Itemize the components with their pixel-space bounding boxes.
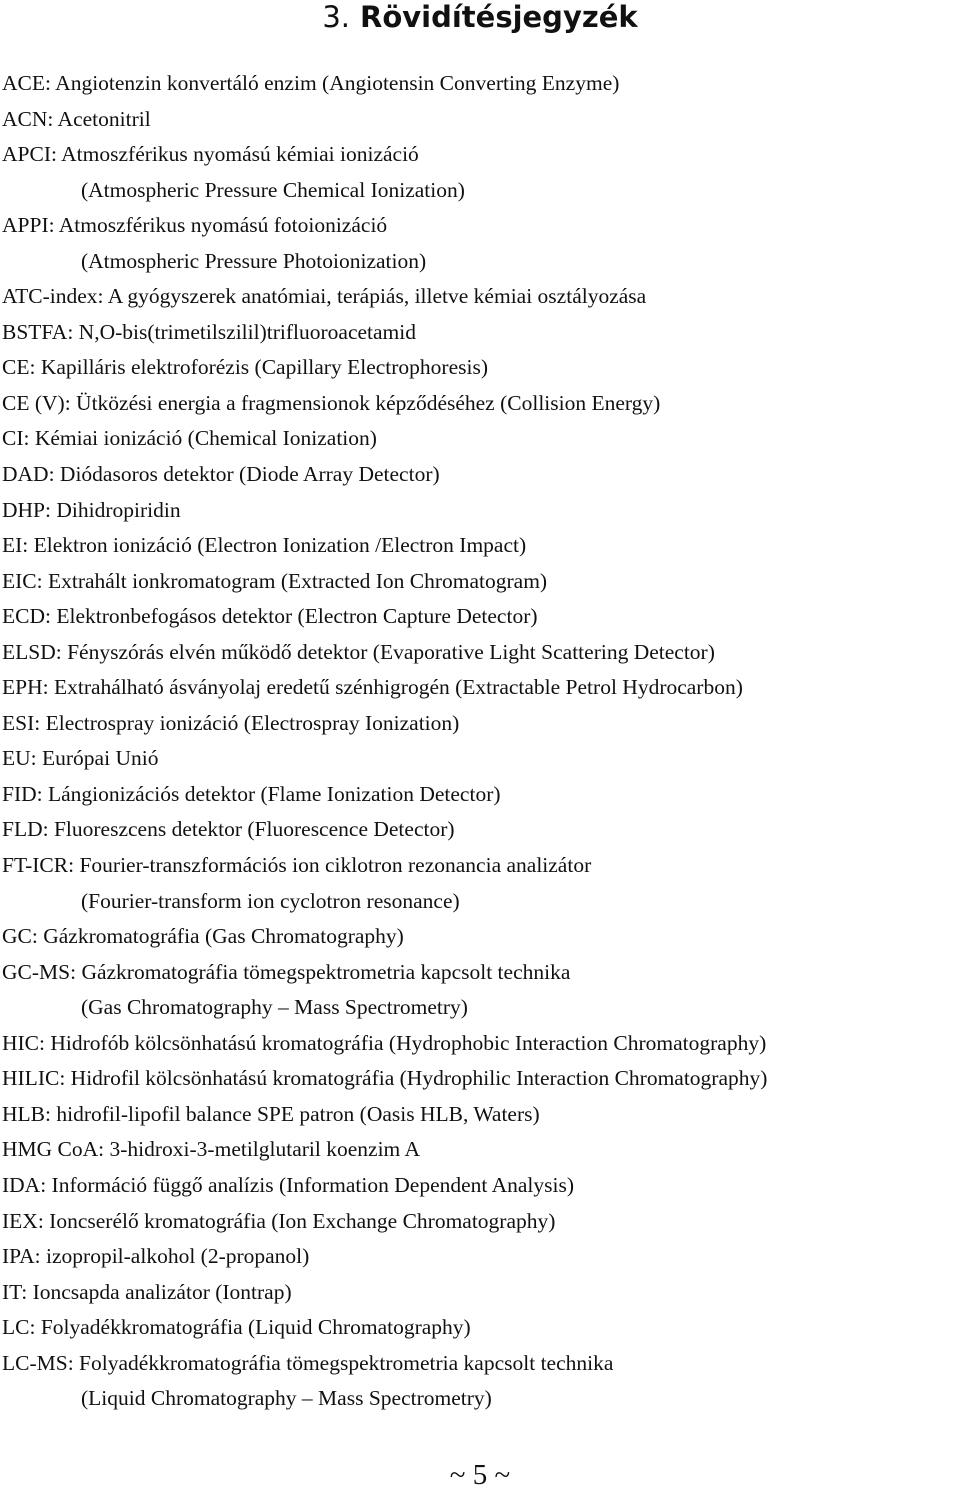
abbreviation-entry: IEX: Ioncserélő kromatográfia (Ion Exchange Chromatography) xyxy=(2,1208,556,1233)
abbreviation-entry: FT-ICR: Fourier-transzformációs ion ciklotron rezonancia analizátor xyxy=(2,853,592,878)
abbreviation-entry: CE (V): Ütközési energia a fragmensionok képződéséhez (Collision Energy) xyxy=(2,390,661,415)
abbreviation-entry: LC-MS: Folyadékkromatográfia tömegspektrometria kapcsolt technika xyxy=(2,1350,614,1375)
section-number: 3. xyxy=(322,0,350,34)
abbreviation-entry: APCI: Atmoszférikus nyomású kémiai ionizáció xyxy=(2,142,419,167)
abbreviation-entry: IPA: izopropil-alkohol (2-propanol) xyxy=(2,1244,310,1269)
abbreviation-continuation: (Liquid Chromatography – Mass Spectrometry) xyxy=(81,1386,492,1411)
abbreviation-entry: ECD: Elektronbefogásos detektor (Electron Capture Detector) xyxy=(2,604,538,629)
section-heading xyxy=(0,0,960,34)
abbreviation-entry: HILIC: Hidrofil kölcsönhatású kromatográfia (Hydrophilic Interaction Chromatography) xyxy=(2,1066,768,1091)
abbreviation-entry: GC: Gázkromatográfia (Gas Chromatography) xyxy=(2,924,404,949)
abbreviation-list xyxy=(2,66,958,1417)
abbreviation-entry: FLD: Fluoreszcens detektor (Fluorescence Detector) xyxy=(2,817,455,842)
abbreviation-entry: DHP: Dihidropiridin xyxy=(2,497,181,522)
abbreviation-continuation: (Gas Chromatography – Mass Spectrometry) xyxy=(81,995,468,1020)
abbreviation-entry: ACN: Acetonitril xyxy=(2,106,151,131)
abbreviation-entry: FID: Lángionizációs detektor (Flame Ionization Detector) xyxy=(2,781,501,806)
abbreviation-entry: HIC: Hidrofób kölcsönhatású kromatográfia (Hydrophobic Interaction Chromatography) xyxy=(2,1030,767,1055)
abbreviation-entry: BSTFA: N,O-bis(trimetilszilil)trifluoroacetamid xyxy=(2,319,417,344)
abbreviation-entry: EI: Elektron ionizáció (Electron Ionization /Electron Impact) xyxy=(2,533,527,558)
abbreviation-entry: ATC-index: A gyógyszerek anatómiai, terápiás, illetve kémiai osztályozása xyxy=(2,284,647,309)
abbreviation-entry: HLB: hidrofil-lipofil balance SPE patron (Oasis HLB, Waters) xyxy=(2,1101,540,1126)
abbreviation-entry: IT: Ioncsapda analizátor (Iontrap) xyxy=(2,1279,292,1304)
abbreviation-continuation: (Fourier-transform ion cyclotron resonance) xyxy=(81,888,460,913)
section-title: Rövidítésjegyzék xyxy=(359,0,638,34)
abbreviation-continuation: (Atmospheric Pressure Photoionization) xyxy=(81,248,427,273)
abbreviation-continuation: (Atmospheric Pressure Chemical Ionization) xyxy=(81,177,465,202)
abbreviation-entry: ELSD: Fényszórás elvén működő detektor (Evaporative Light Scattering Detector) xyxy=(2,639,715,664)
abbreviation-entry: IDA: Információ függő analízis (Information Dependent Analysis) xyxy=(2,1172,574,1197)
abbreviation-entry: EIC: Extrahált ionkromatogram (Extracted Ion Chromatogram) xyxy=(2,568,548,593)
abbreviation-entry: LC: Folyadékkromatográfia (Liquid Chromatography) xyxy=(2,1315,471,1340)
abbreviation-entry: CE: Kapilláris elektroforézis (Capillary Electrophoresis) xyxy=(2,355,488,380)
abbreviation-entry: APPI: Atmoszférikus nyomású fotoionizáció xyxy=(2,213,388,238)
abbreviation-entry: GC-MS: Gázkromatográfia tömegspektrometria kapcsolt technika xyxy=(2,959,571,984)
page-number: ~ 5 ~ xyxy=(449,1459,511,1491)
abbreviation-entry: CI: Kémiai ionizáció (Chemical Ionization) xyxy=(2,426,377,451)
abbreviation-entry: DAD: Diódasoros detektor (Diode Array Detector) xyxy=(2,462,440,487)
abbreviation-entry: ESI: Electrospray ionizáció (Electrospray Ionization) xyxy=(2,710,460,735)
abbreviation-entry: ACE: Angiotenzin konvertáló enzim (Angiotensin Converting Enzyme) xyxy=(2,71,620,95)
abbreviation-entry: EPH: Extrahálható ásványolaj eredetű szénhigrogén (Extractable Petrol Hydrocarbon) xyxy=(2,675,743,700)
abbreviation-entry: EU: Európai Unió xyxy=(2,746,159,771)
abbreviation-entry: HMG CoA: 3-hidroxi-3-metilglutaril koenzim A xyxy=(2,1137,421,1162)
